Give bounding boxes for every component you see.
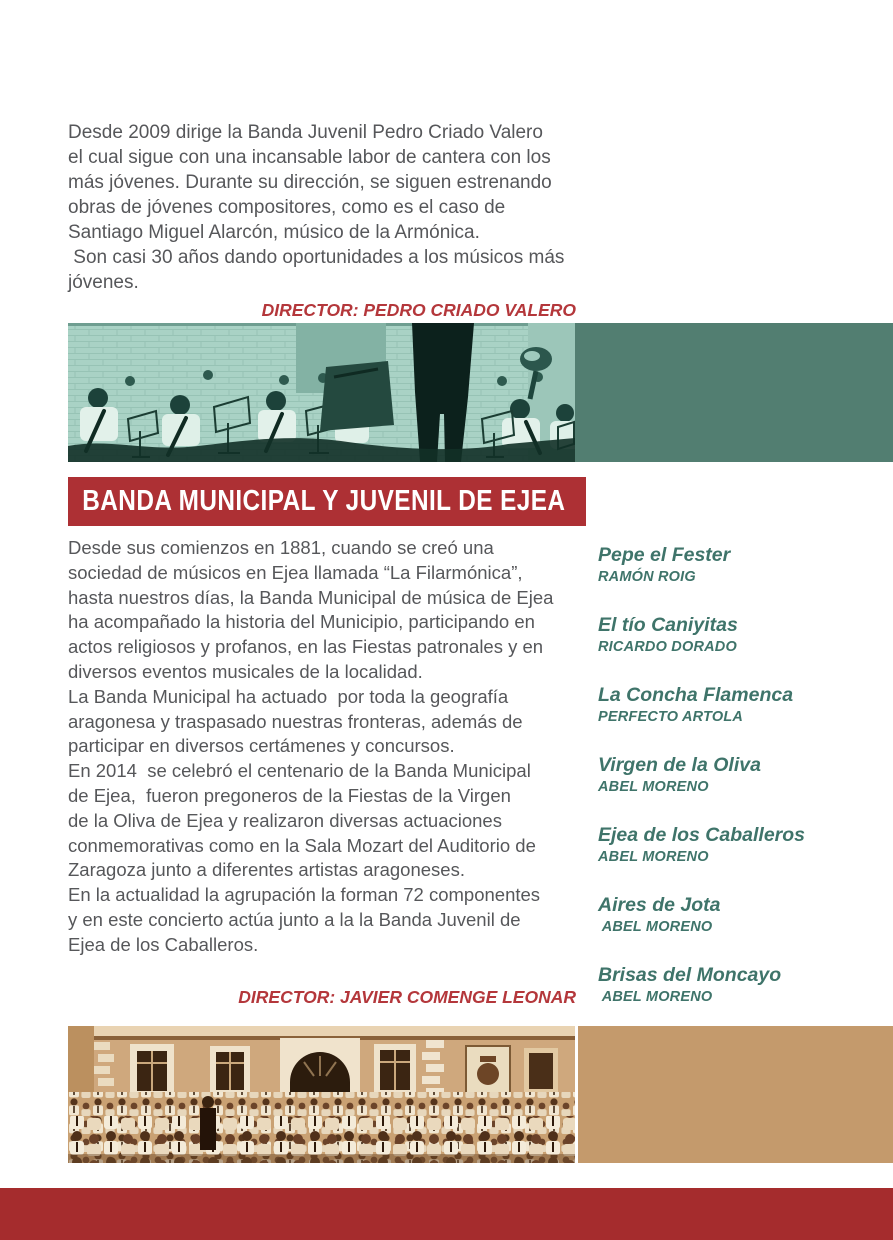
footer-bar (0, 1188, 893, 1240)
paragraph-line: Desde sus comienzos en 1881, cuando se creó una (68, 537, 494, 558)
piece-composer: ABEL MORENO (598, 989, 713, 1005)
paragraph-line: Ejea de los Caballeros. (68, 933, 259, 955)
paragraph-line: sociedad de músicos en Ejea llamada “La Filarmónica”, (68, 561, 523, 583)
piece-title: Pepe el Fester (598, 544, 731, 566)
paragraph-line: Son casi 30 años dando oportunidades a los músicos más (68, 247, 565, 268)
program-item (598, 894, 893, 937)
juvenil-band-photo (68, 323, 575, 462)
program-list (598, 544, 893, 1034)
director-top-credit: DIRECTOR: PEDRO CRIADO VALERO (261, 300, 576, 320)
paragraph-line: Zaragoza junto a diferentes artistas aragoneses. (68, 859, 465, 881)
paragraph-line: En la actualidad la agrupación la forman 72 componentes (68, 884, 541, 906)
paragraph-line: obras de jóvenes compositores, como es el caso de (68, 197, 506, 218)
piece-composer: ABEL MORENO (598, 849, 709, 865)
paragraph-line: En 2014 se celebró el centenario de la Banda Municipal (68, 760, 531, 782)
paragraph-line: actos religiosos y profanos, en las Fiestas patronales y en (68, 636, 544, 658)
program-item (598, 614, 893, 657)
paragraph-line: de la Oliva de Ejea y realizaron diversas actuaciones (68, 809, 502, 831)
paragraph-line: conmemorativas como en la Sala Mozart del Auditorio de (68, 834, 536, 856)
program-item (598, 684, 893, 727)
piece-title: La Concha Flamenca (598, 684, 794, 706)
section-banner (68, 477, 586, 526)
section-banner-title: BANDA MUNICIPAL Y JUVENIL DE EJEA (82, 485, 566, 517)
piece-title: El tío Caniyitas (598, 614, 738, 636)
piece-title: Aires de Jota (598, 894, 721, 916)
paragraph-line: y en este concierto actúa junto a la la Banda Juvenil de (68, 908, 521, 930)
paragraph-line: más jóvenes. Durante su dirección, se siguen estrenando (68, 172, 552, 193)
piece-composer: RICARDO DORADO (598, 639, 737, 655)
program-item (598, 964, 893, 1007)
paragraph-line: La Banda Municipal ha actuado por toda la geografía (68, 685, 509, 707)
paragraph-line: participar en diversos certámenes y concursos. (68, 735, 455, 757)
program-item (598, 544, 893, 587)
director-bottom-credit: DIRECTOR: JAVIER COMENGE LEONAR (238, 987, 576, 1007)
paragraph-line: ha acompañado la historia del Municipio, participando en (68, 611, 535, 633)
municipal-band-photo (68, 1026, 575, 1163)
history-paragraph (68, 536, 590, 958)
paragraph-line: Santiago Miguel Alarcón, músico de la Armónica. (68, 222, 480, 243)
piece-title: Brisas del Moncayo (598, 964, 782, 986)
piece-composer: RAMÓN ROIG (598, 569, 696, 585)
paragraph-line: Desde 2009 dirige la Banda Juvenil Pedro Criado Valero (68, 122, 543, 143)
program-item (598, 824, 893, 867)
paragraph-line: el cual sigue con una incansable labor de cantera con los (68, 147, 551, 168)
tan-color-block (578, 1026, 893, 1163)
program-item (598, 754, 893, 797)
piece-title: Ejea de los Caballeros (598, 824, 806, 846)
piece-composer: PERFECTO ARTOLA (598, 709, 744, 725)
paragraph-line: de Ejea, fueron pregoneros de la Fiestas de la Virgen (68, 784, 511, 806)
suited-figure (200, 1108, 216, 1150)
paragraph-line: diversos eventos musicales de la localidad. (68, 660, 423, 682)
paragraph-line: hasta nuestros días, la Banda Municipal de música de Ejea (68, 586, 554, 608)
intro-paragraph (68, 120, 583, 295)
piece-composer: ABEL MORENO (598, 779, 709, 795)
piece-title: Virgen de la Oliva (598, 754, 761, 776)
teal-color-block (575, 323, 893, 462)
piece-composer: ABEL MORENO (598, 919, 713, 935)
paragraph-line: aragonesa y traspasado nuestras fronteras, además de (68, 710, 523, 732)
paragraph-line: jóvenes. (68, 272, 139, 293)
